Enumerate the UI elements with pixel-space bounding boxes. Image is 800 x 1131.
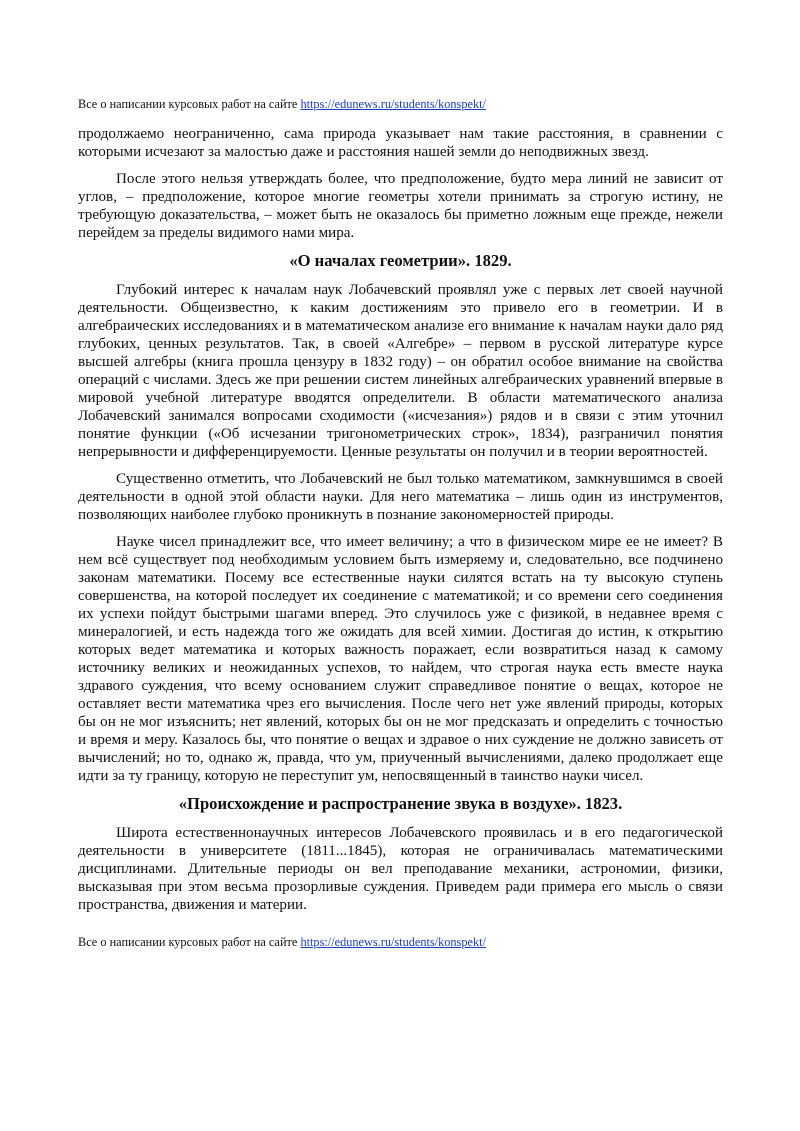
paragraph-continuation: продолжаемо неограниченно, сама природа указывает нам такие расстояния, в сравнении с которыми исчезают за малостью даже и расстояния нашей земли до неподвижных звезд. [78,126,723,160]
footer-link[interactable]: https://edunews.ru/students/konspekt/ [300,935,486,949]
paragraph-science-of-numbers: Науке чисел принадлежит все, что имеет величину; а что в физическом мире ее не имеет? В нем всё существует под необходимым условием быть измеряему и, следовательно, все подчинено законам математики. Посему все естественные науки силятся встать на ту высокую ступень совершенства, на которой последует их соединение с математикой; и со времени сего соединения их успехи пойдут быстрыми шагами вперед. Это случилось уже с физикой, в недавнее время с минералогией, и есть надежда того же ожидать для всей химии. Достигая до истин, к открытию которых ведет математика и которых важность поражает, если возвратиться назад к самому источнику великих и неожиданных успехов, то найдем, что строгая наука есть вместе наука здравого суждения, что всему основанием служит справедливое понятие о вещах, которое не оставляет вести математика чрез его вычисления. После чего нет уже явлений природы, которых бы он не мог изъяснить; нет явлений, которых бы он не мог предсказать и определить с точностью и время и меру. Казалось бы, что понятие о вещах и здравое о них суждение не должно зависеть от вычислений; но то, однако ж, правда, что ум, приученный вычислениями, далеко продолжает еще идти за ту границу, которую не переступит ум, непосвященный в таинство науки чисел. [78,534,723,784]
document-page [78,96,723,950]
page-footer [78,934,723,950]
section-heading-sound: «Происхождение и распространение звука в воздухе». 1823. [178,794,623,813]
section-heading-geometry: «О началах геометрии». 1829. [289,251,512,270]
header-link[interactable]: https://edunews.ru/students/konspekt/ [300,97,486,111]
footer-text: Все о написании курсовых работ на сайте [78,935,301,949]
paragraph-not-only-mathematician: Существенно отметить, что Лобачевский не был только математиком, замкнувшимся в своей деятельности в одной этой области науки. Для него математика – лишь один из инструментов, позволяющих наиболее глубоко проникнуть в познание закономерностей природы. [78,471,723,523]
paragraph-foundations: Глубокий интерес к началам наук Лобачевский проявлял уже с первых лет своей научной деятельности. Общеизвестно, к каким достижениям это привело его в геометрии. И в алгебраических исследованиях и в математическом анализе его внимание к началам науки дало ряд глубоких, ценных результатов. Так, в своей «Алгебре» – первом в русской литературе курсе высшей алгебры (книга прошла цензуру в 1832 году) – он обратил особое внимание на свойства операций с числами. Здесь же при решении систем линейных алгебраических уравнений впервые в мировой учебной литературе вводятся определители. В области математического анализа Лобачевский занимался вопросами сходимости («исчезания») рядов и в связи с этим уточнил понятие функции («Об исчезании тригонометрических строк», 1834), разграничил понятия непрерывности и дифференцируемости. Ценные результаты он получил и в теории вероятностей. [78,282,723,460]
page-header [78,96,723,112]
header-text: Все о написании курсовых работ на сайте [78,97,301,111]
paragraph-line-measure: После этого нельзя утверждать более, что предположение, будто мера линий не зависит от углов, – предположение, которое многие геометры хотели принимать за строгую истину, не требующую доказательства, – может быть не оказалось бы приметно ложным еще прежде, нежели перейдем за пределы видимого нами мира. [78,171,723,241]
paragraph-breadth-of-interests: Широта естественнонаучных интересов Лобачевского проявилась и в его педагогической деятельности в университете (1811...1845), которая не ограничивалась математическими дисциплинами. Длительные периоды он вел преподавание механики, астрономии, физики, высказывая при этом весьма прозорливые суждения. Приведем ради примера его мысль о связи пространства, движения и материи. [78,825,723,913]
